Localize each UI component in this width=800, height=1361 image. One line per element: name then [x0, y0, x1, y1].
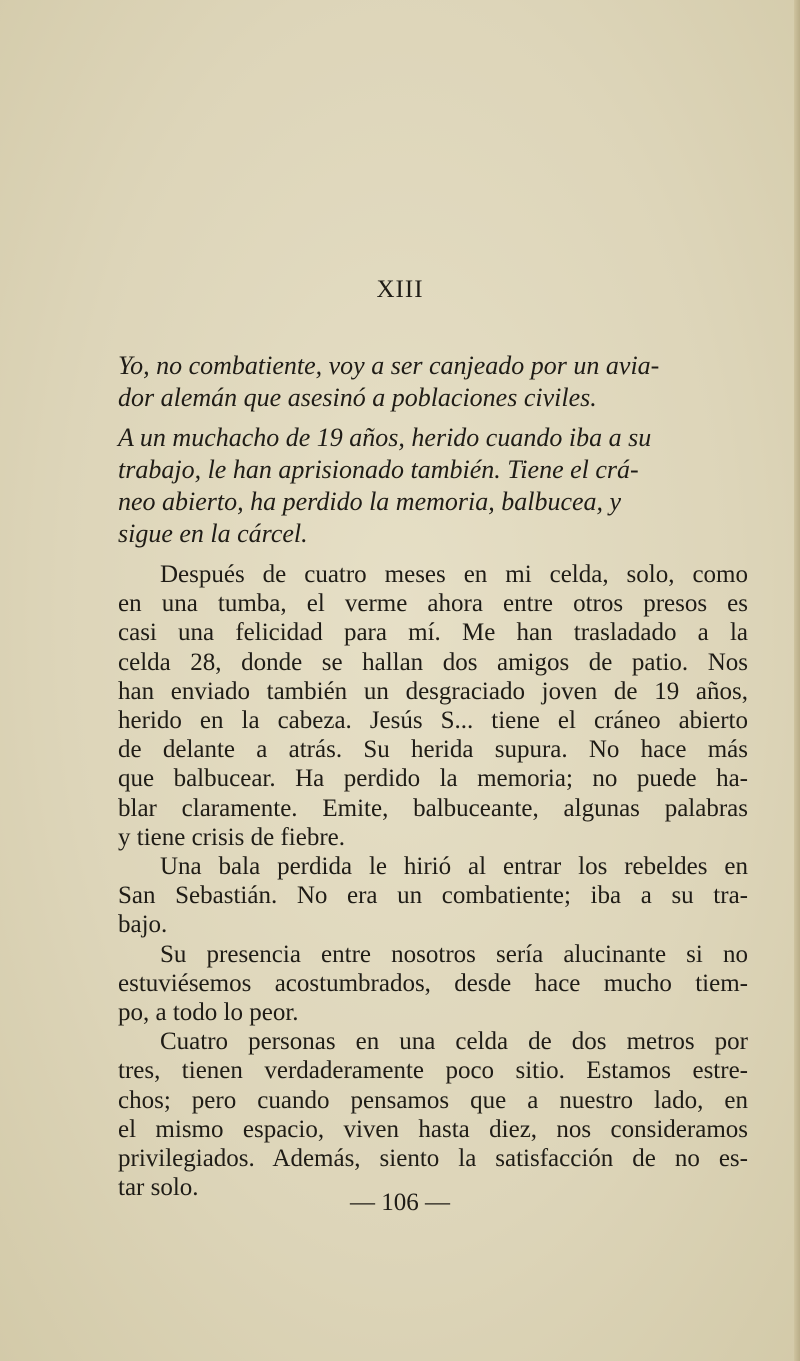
text-line: tar solo.	[118, 1174, 199, 1202]
chapter-heading: XIII	[376, 276, 424, 303]
text-line: celda 28, donde se hallan dos amigos de patio. Nos	[118, 648, 748, 676]
text-line: Cuatro personas en una celda de dos metros por	[160, 1028, 748, 1056]
epigraph-line: A un muchacho de 19 años, herido cuando iba a su	[118, 423, 652, 452]
text-line: Después de cuatro meses en mi celda, solo, como	[160, 561, 748, 588]
epigraph-line: neo abierto, ha perdido la memoria, balbucea, y	[118, 487, 622, 516]
text-line: casi una felicidad para mí. Me han trasladado a la	[118, 619, 748, 647]
page-edge	[794, 0, 800, 1361]
paragraph-1	[118, 560, 748, 852]
text-line: y tiene crisis de fiebre.	[118, 823, 345, 851]
text-line: en una tumba, el verme ahora entre otros presos es	[118, 590, 748, 618]
text-line: po, a todo lo peor.	[118, 999, 299, 1027]
body-text	[118, 560, 748, 1202]
text-line: Una bala perdida le hirió al entrar los rebeldes en	[160, 853, 748, 881]
epigraph-line: Yo, no combatiente, voy a ser canjeado por un avia-	[118, 351, 660, 380]
text-line: bajo.	[118, 911, 168, 939]
epigraph-line: sigue en la cárcel.	[118, 519, 308, 548]
epigraph-paragraph-2	[118, 422, 748, 550]
text-line: han enviado también un desgraciado joven de 19 años,	[118, 677, 748, 705]
text-line: chos; pero cuando pensamos que a nuestro lado, en	[118, 1086, 748, 1114]
text-line: de delante a atrás. Su herida supura. No hace más	[118, 736, 748, 764]
text-line: Su presencia entre nosotros sería alucinante si no	[160, 940, 748, 968]
text-line: tres, tienen verdaderamente poco sitio. Estamos estre-	[118, 1057, 748, 1085]
paragraph-4	[118, 1027, 748, 1202]
epigraph-line: trabajo, le han aprisionado también. Tiene el crá-	[118, 455, 639, 484]
text-line: el mismo espacio, viven hasta diez, nos consideramos	[118, 1115, 748, 1143]
page-number: — 106 —	[350, 1189, 450, 1216]
paragraph-2	[118, 852, 748, 940]
text-line: estuviésemos acostumbrados, desde hace mucho tiem-	[118, 969, 748, 997]
text-line: privilegiados. Además, siento la satisfacción de no es-	[118, 1145, 748, 1173]
paragraph-3	[118, 940, 748, 1028]
text-line: San Sebastián. No era un combatiente; iba a su tra-	[118, 882, 748, 910]
epigraph-line: dor alemán que asesinó a poblaciones civiles.	[118, 383, 597, 412]
text-line: blar claramente. Emite, balbuceante, algunas palabras	[118, 794, 748, 822]
text-line: herido en la cabeza. Jesús S... tiene el cráneo abierto	[118, 707, 748, 735]
text-line: que balbucear. Ha perdido la memoria; no puede ha-	[118, 765, 748, 793]
epigraph-paragraph-1	[118, 350, 748, 414]
